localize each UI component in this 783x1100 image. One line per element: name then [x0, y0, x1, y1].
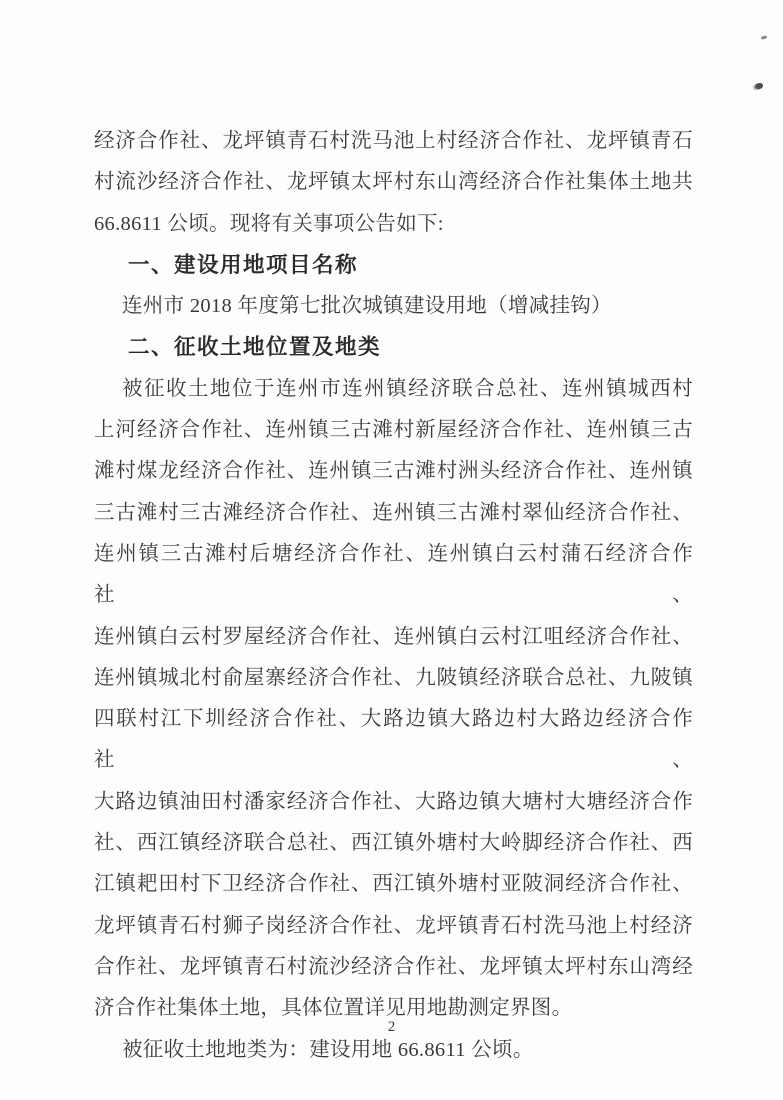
scan-speck-artifact — [755, 83, 763, 89]
location-line: 合作社、龙坪镇青石村流沙经济合作社、龙坪镇太坪村东山湾经 — [94, 955, 693, 978]
section-2-heading: 二、征收土地位置及地类 — [128, 335, 382, 360]
scan-speck-artifact — [761, 35, 768, 39]
document-body — [94, 121, 693, 1071]
location-line: 连州镇城北村俞屋寨经济合作社、九陂镇经济联合总社、九陂镇 — [94, 666, 693, 689]
section-1-heading: 一、建设用地项目名称 — [128, 252, 359, 277]
location-line: 三古滩村三古滩经济合作社、连州镇三古滩村翠仙经济合作社、 — [94, 501, 693, 524]
location-line: 龙坪镇青石村狮子岗经济合作社、龙坪镇青石村洗马池上村经济 — [94, 914, 693, 937]
location-line: 连州镇三古滩村后塘经济合作社、连州镇白云村蒲石经济合作社、 — [94, 542, 693, 607]
project-name-line: 连州市 2018 年度第七批次城镇建设用地（增减挂钩） — [122, 295, 612, 318]
location-line: 社、西江镇经济联合总社、西江镇外塘村大岭脚经济合作社、西 — [94, 832, 693, 855]
location-line: 大路边镇油田村潘家经济合作社、大路边镇大塘村大塘经济合作 — [94, 790, 693, 813]
continuation-line: 村流沙经济合作社、龙坪镇太坪村东山湾经济合作社集体土地共 — [94, 171, 693, 194]
location-line: 济合作社集体土地，具体位置详见用地勘测定界图。 — [94, 997, 573, 1020]
continuation-line: 66.8611 公顷。现将有关事项公告如下: — [94, 212, 444, 235]
location-line: 被征收土地位于连州市连州镇经济联合总社、连州镇城西村 — [122, 377, 693, 400]
location-line: 连州镇白云村罗屋经济合作社、连州镇白云村江咀经济合作社、 — [94, 625, 693, 648]
location-line: 上河经济合作社、连州镇三古滩村新屋经济合作社、连州镇三古 — [94, 419, 693, 442]
location-line: 滩村煤龙经济合作社、连州镇三古滩村洲头经济合作社、连州镇 — [94, 460, 693, 483]
page-number: 2 — [387, 1019, 396, 1035]
location-line: 四联村江下圳经济合作社、大路边镇大路边村大路边经济合作社、 — [94, 708, 693, 772]
location-line: 江镇耙田村下卫经济合作社、西江镇外塘村亚陂洞经济合作社、 — [94, 873, 693, 896]
land-type-line: 被征收土地地类为：建设用地 66.8611 公顷。 — [122, 1038, 534, 1061]
continuation-line: 经济合作社、龙坪镇青石村洗马池上村经济合作社、龙坪镇青石 — [94, 130, 693, 152]
